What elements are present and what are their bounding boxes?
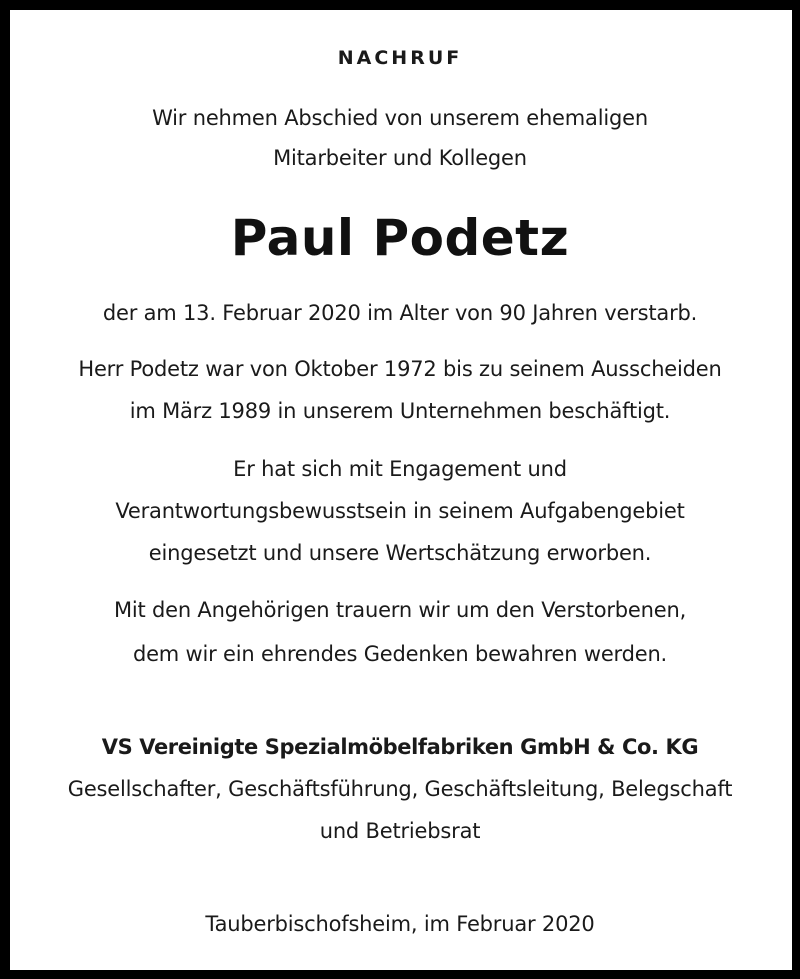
signatory-line-2: und Betriebsrat [319,819,481,843]
company-name: VS Vereinigte Spezialmöbelfabriken GmbH & Co. KG [101,735,699,759]
condolence-line-1: Mit den Angehörigen trauern wir um den Verstorbenen, [113,598,687,622]
place-date: Tauberbischofsheim, im Februar 2020 [205,912,595,936]
employment-line-1: Herr Podetz war von Oktober 1972 bis zu seinem Ausscheiden [78,357,722,381]
employment-line-2: im März 1989 in unserem Unternehmen beschäftigt. [129,399,671,423]
deceased-name: Paul Podetz [230,209,570,267]
intro-line-2: Mitarbeiter und Kollegen [273,146,527,170]
death-line: der am 13. Februar 2020 im Alter von 90 Jahren verstarb. [102,301,698,325]
tribute-line-1: Er hat sich mit Engagement und [233,457,567,481]
condolence-line-2: dem wir ein ehrendes Gedenken bewahren werden. [132,642,668,666]
notice-header: NACHRUF [337,47,463,69]
signatory-line-1: Gesellschafter, Geschäftsführung, Geschäftsleitung, Belegschaft [67,777,733,801]
tribute-line-2: Verantwortungsbewusstsein in seinem Aufgabengebiet [115,499,685,523]
tribute-line-3: eingesetzt und unsere Wertschätzung erworben. [148,541,652,565]
intro-line-1: Wir nehmen Abschied von unserem ehemaligen [152,106,648,130]
